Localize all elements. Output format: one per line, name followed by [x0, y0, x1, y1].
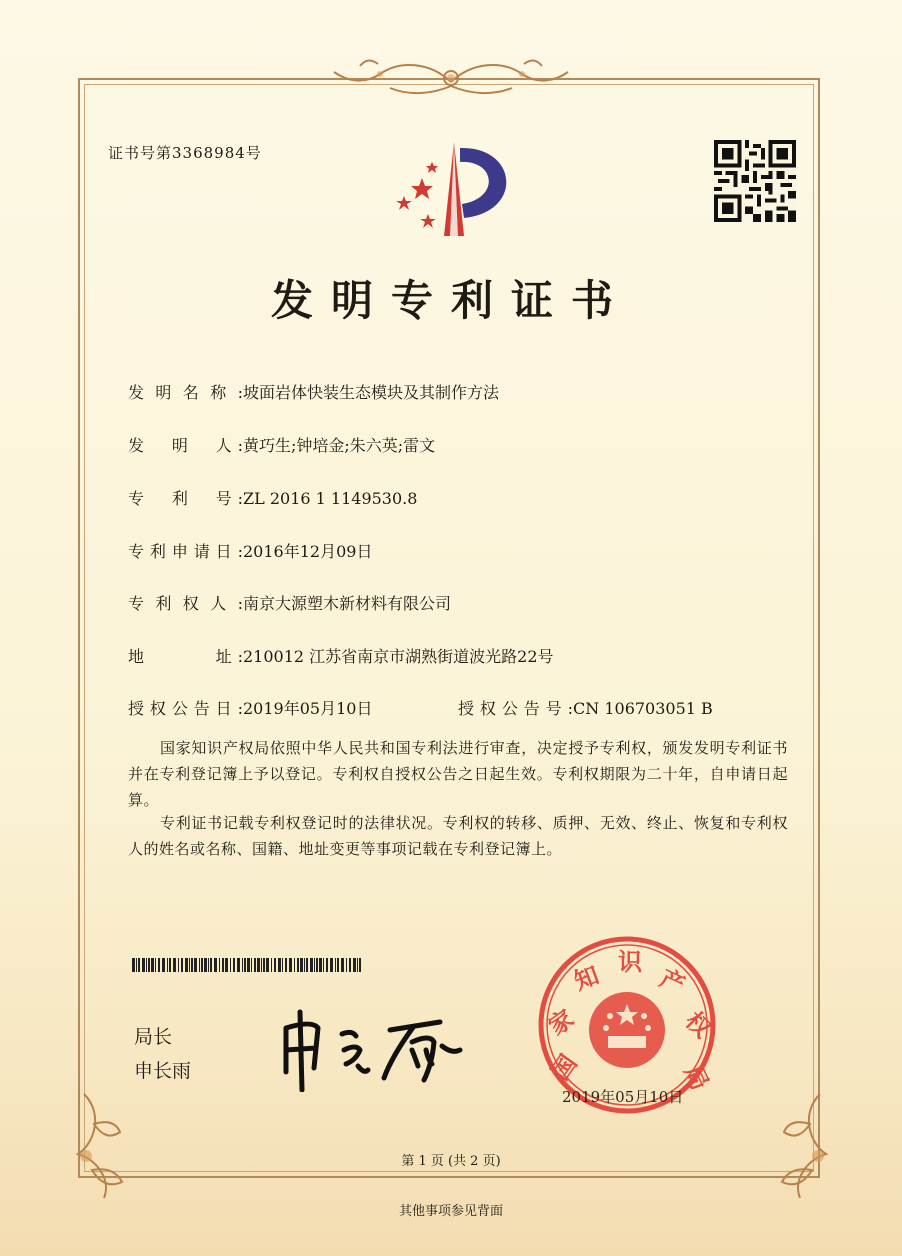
filing-date-value: 2016年12月09日: [243, 542, 373, 561]
qr-code-icon: [714, 140, 796, 222]
field-inventors: [128, 433, 435, 456]
legal-paragraph-2: 专利证书记载专利权登记时的法律状况。专利权的转移、质押、无效、终止、恢复和专利权人的姓名或名称、国籍、地址变更等事项记载在专利登记簿上。: [128, 814, 788, 858]
signatory-name: 申长雨: [134, 1060, 192, 1082]
page-number: 第 1 页 (共 2 页): [401, 1154, 501, 1169]
svg-text:识: 识: [618, 948, 642, 976]
svg-text:产: 产: [655, 964, 690, 1000]
certificate-title: 发明专利证书: [270, 276, 631, 325]
patentee-label: 专利权人:: [128, 594, 243, 613]
svg-text:局: 局: [678, 1060, 715, 1095]
invention-name-label: 发明名称:: [128, 383, 243, 402]
field-patent-number: [128, 486, 417, 509]
patent-number-label: 专 利 号:: [128, 489, 243, 508]
address-value: 210012 江苏省南京市湖熟街道波光路22号: [243, 647, 554, 666]
invention-name-value: 坡面岩体快装生态模块及其制作方法: [243, 383, 500, 402]
barcode-icon: [132, 958, 362, 972]
svg-text:国: 国: [545, 1049, 583, 1086]
field-grant: [128, 696, 713, 719]
footer-note: 其他事项参见背面: [398, 1204, 503, 1219]
bottom-left-ornament-icon: [64, 1084, 164, 1204]
field-patentee: [128, 591, 451, 614]
patent-number-value: ZL 2016 1 1149530.8: [243, 489, 418, 508]
field-invention-name: [128, 380, 499, 403]
seal-date: 2019年05月10日: [562, 1088, 684, 1106]
grant-number-label: 授权公告号:: [458, 699, 573, 718]
grant-date-label: 授权公告日:: [128, 699, 243, 718]
inventors-label: 发 明 人:: [128, 436, 243, 455]
patentee-value: 南京大源塑木新材料有限公司: [243, 594, 452, 613]
field-filing-date: [128, 539, 372, 562]
signatory-title: 局长: [134, 1026, 173, 1048]
legal-paragraph-1: 国家知识产权局依照中华人民共和国专利法进行审查，决定授予专利权，颁发发明专利证书并在专利登记簿上予以登记。专利权自授权公告之日起生效。专利权期限为二十年，自申请日起算。: [128, 739, 788, 809]
patent-office-logo-icon: [388, 138, 522, 242]
field-address: [128, 644, 554, 667]
top-ornament-icon: [320, 52, 582, 100]
filing-date-label: 专利申请日:: [128, 542, 243, 561]
signature-icon: [272, 1006, 472, 1092]
svg-text:权: 权: [679, 1006, 717, 1044]
svg-text:家: 家: [543, 1004, 580, 1041]
svg-text:知: 知: [570, 961, 603, 996]
address-label: 地 址:: [128, 647, 243, 666]
grant-date-value: 2019年05月10日: [243, 699, 373, 718]
inventors-value: 黄巧生;钟培金;朱六英;雷文: [243, 436, 436, 455]
bottom-right-ornament-icon: [740, 1084, 840, 1204]
grant-number-value: CN 106703051 B: [573, 699, 713, 718]
certificate-number: 证书号第3368984号: [108, 144, 262, 162]
